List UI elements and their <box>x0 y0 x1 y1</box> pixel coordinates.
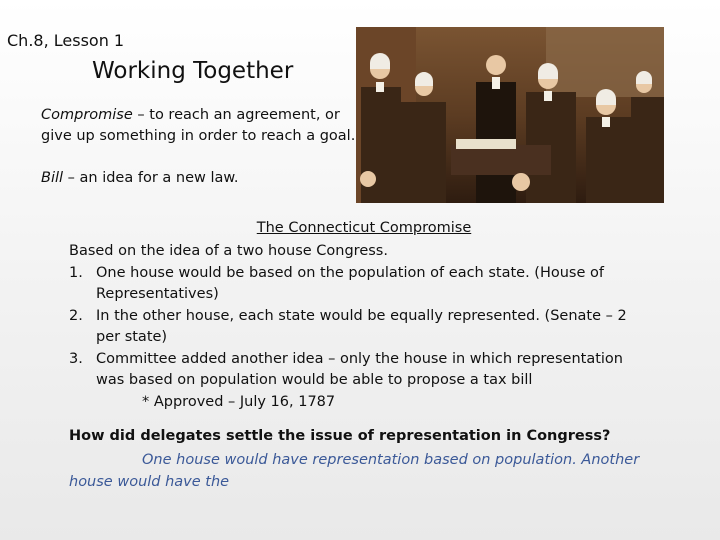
section-heading <box>0 220 720 236</box>
answer-line-2: house would have the <box>69 473 230 490</box>
definition-bill <box>41 168 356 189</box>
answer-line-1: One house would have representation based on population. Another <box>142 452 640 468</box>
list-number: 3. <box>69 350 83 367</box>
definition-term: Compromise <box>41 107 133 123</box>
list-text: In the other house, each state would be equally represented. (Senate – 2 per state) <box>96 307 627 345</box>
list-text: Committee added another idea – only the house in which representation was based on population would be able to propose a tax bill <box>96 350 623 388</box>
list-text: One house would be based on the population of each state. (House of Representatives) <box>96 264 604 302</box>
slide-title: Working Together <box>92 58 294 84</box>
definition-text: – to reach an agreement, or give up something in order to reach a goal. <box>41 107 356 144</box>
list-item <box>69 306 629 349</box>
list-item <box>69 263 629 306</box>
list-number: 2. <box>69 307 83 324</box>
approved-note: * Approved – July 16, 1787 <box>142 393 336 410</box>
painting-founding-fathers <box>356 27 664 203</box>
lesson-label: Ch.8, Lesson 1 <box>7 31 125 50</box>
definition-text: – an idea for a new law. <box>63 170 239 186</box>
section-intro: Based on the idea of a two house Congress. <box>69 243 388 259</box>
definition-compromise <box>41 105 356 147</box>
definition-term: Bill <box>41 170 64 186</box>
question: How did delegates settle the issue of representation in Congress? <box>69 428 611 444</box>
list-number: 1. <box>69 264 83 281</box>
section-body <box>69 241 629 413</box>
list-item <box>69 349 629 392</box>
definitions <box>41 105 356 189</box>
answer <box>69 450 669 493</box>
section-heading-text: The Connecticut Compromise <box>256 220 472 236</box>
